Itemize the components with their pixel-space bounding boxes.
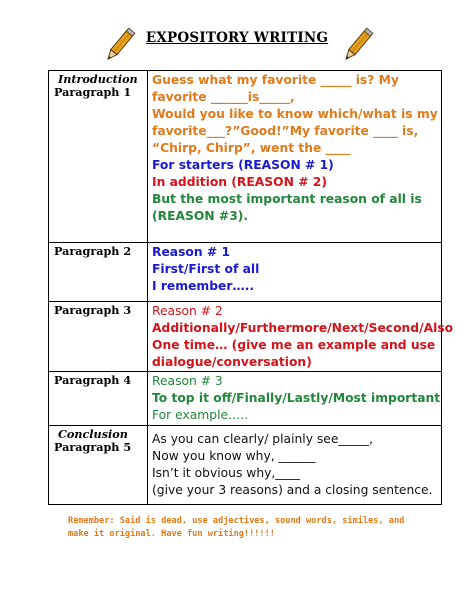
line-text: For starters (REASON # 1): [152, 158, 334, 172]
reminder-line: Remember: Said is dead, use adjectives, sound words, similes, and: [68, 516, 405, 526]
line-text: As you can clearly/ plainly see_____,: [152, 432, 374, 446]
line-text: (REASON #3).: [152, 209, 249, 223]
line-text: Additionally/Furthermore/Next/Second/Also: [152, 321, 454, 335]
line-text: dialogue/conversation): [152, 355, 312, 369]
line-text: Would you like to know which/what is my: [152, 107, 438, 121]
row-label-title: Paragraph 4: [54, 373, 132, 387]
row-label-title: Paragraph 2: [54, 244, 132, 258]
line-text: To top it off/Finally/Lastly/Most important: [152, 391, 441, 405]
line-text: I remember…..: [152, 279, 255, 293]
row-content: [148, 243, 442, 302]
pencil-icon: [102, 26, 136, 66]
page-title: EXPOSITORY WRITING: [145, 30, 329, 46]
table-row: [49, 243, 442, 302]
line-text: But the most important reason of all is: [152, 192, 422, 206]
row-content: [148, 372, 442, 426]
line-text: Reason # 3: [152, 374, 223, 388]
line-text: One time… (give me an example and use: [152, 338, 436, 352]
row-label: [49, 372, 148, 426]
row-content: [148, 302, 454, 372]
line-text: Reason # 2: [152, 304, 223, 318]
line-text: (give your 3 reasons) and a closing sentence.: [152, 483, 433, 497]
line-text: First/First of all: [152, 262, 260, 276]
table-row: [49, 71, 442, 243]
line-text: Now you know why, ______: [152, 449, 316, 463]
table-row: [49, 372, 442, 426]
row-label-title: Introduction: [58, 72, 138, 86]
line-text: favorite ______is_____,: [152, 90, 295, 104]
row-label: [49, 243, 148, 302]
row-label: [49, 71, 148, 243]
line-text: Isn’t it obvious why,____: [152, 466, 300, 480]
writing-table: [48, 70, 454, 505]
row-label-subtitle: Paragraph 5: [54, 440, 132, 454]
pencil-icon: [340, 26, 374, 66]
reminder-line: make it original. Have fun writing!!!!!!: [68, 529, 275, 539]
line-text: “Chirp, Chirp”, went the ____: [152, 141, 351, 155]
row-label-title: Paragraph 3: [54, 303, 132, 317]
line-text: Reason # 1: [152, 245, 231, 259]
line-text: favorite___?”Good!”My favorite ____ is,: [152, 124, 419, 138]
row-content: [148, 426, 442, 505]
row-label: [49, 426, 148, 505]
row-label-title: Conclusion: [58, 427, 128, 441]
table-row: [49, 302, 442, 372]
reminder-note: [68, 515, 408, 541]
line-text: In addition (REASON # 2): [152, 175, 327, 189]
row-label-subtitle: Paragraph 1: [54, 85, 132, 99]
row-label: [49, 302, 148, 372]
row-content: [148, 71, 442, 243]
line-text: For example…..: [152, 408, 249, 422]
table-row: [49, 426, 442, 505]
line-text: Guess what my favorite _____ is? My: [152, 73, 399, 87]
